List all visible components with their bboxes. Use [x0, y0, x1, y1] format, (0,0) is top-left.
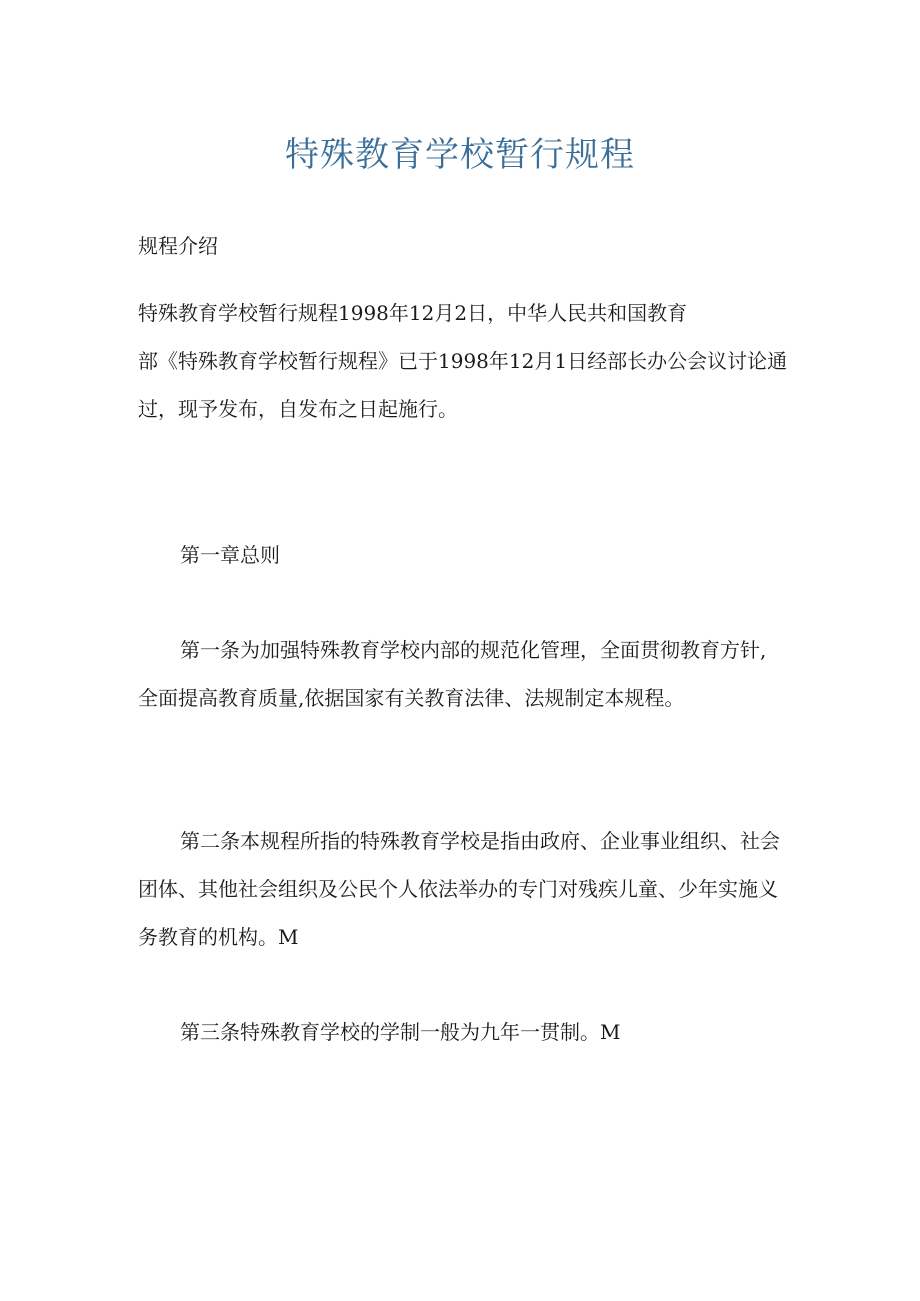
article-2-line: 务教育的机构。M [138, 925, 299, 949]
chapter-heading: 第一章总则 [180, 543, 280, 567]
article-2-line: 第二条本规程所指的特殊教育学校是指由政府、企业事业组织、社会 [180, 829, 780, 853]
intro-heading: 规程介绍 [138, 234, 218, 258]
article-3-line: 第三条特殊教育学校的学制一般为九年一贯制。M [180, 1020, 621, 1044]
intro-line: 部《特殊教育学校暂行规程》已于1998年12月1日经部长办公会议讨论通 [138, 349, 788, 373]
intro-line: 过，现予发布，自发布之日起施行。 [138, 397, 458, 421]
article-1-line: 第一条为加强特殊教育学校内部的规范化管理，全面贯彻教育方针, [180, 638, 767, 662]
article-2-line: 团体、其他社会组织及公民个人依法举办的专门对残疾儿童、少年实施义 [138, 877, 778, 901]
article-1-line: 全面提高教育质量,依据国家有关教育法律、法规制定本规程。 [138, 686, 685, 710]
document-title: 特殊教育学校暂行规程 [285, 135, 635, 175]
intro-line: 特殊教育学校暂行规程1998年12月2日，中华人民共和国教育 [138, 301, 688, 325]
